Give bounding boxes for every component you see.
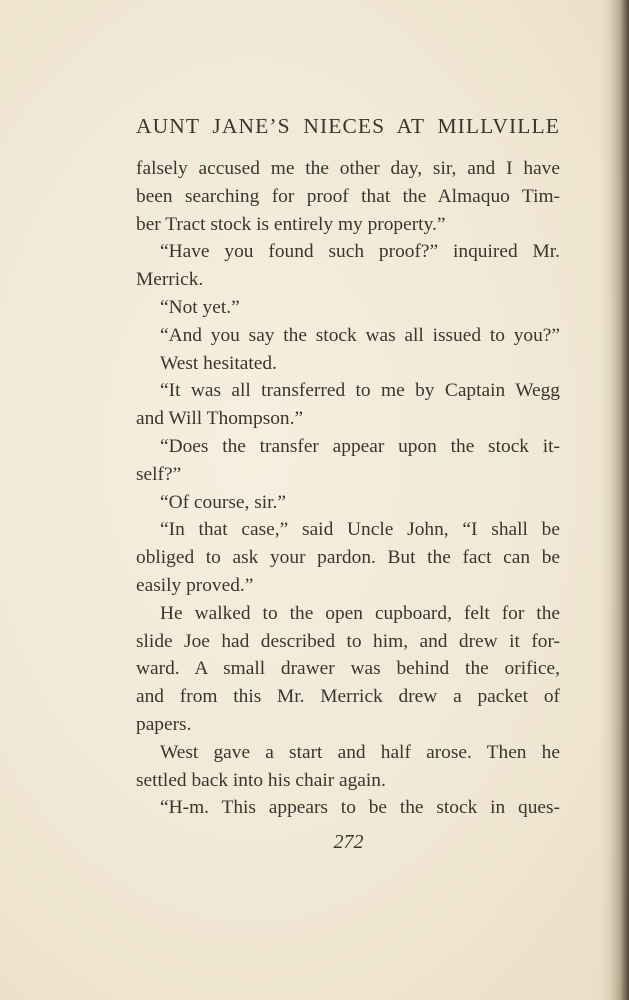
text-line: “And you say the stock was all issued to you?” bbox=[160, 324, 560, 346]
page-number: 272 bbox=[333, 831, 364, 853]
body-text bbox=[136, 155, 560, 822]
text-line: “Not yet.” bbox=[160, 296, 240, 318]
text-line: and Will Thompson.” bbox=[136, 408, 304, 430]
text-line: and from this Mr. Merrick drew a packet of bbox=[136, 686, 560, 708]
text-line: “Have you found such proof?” inquired Mr. bbox=[160, 241, 560, 263]
text-line: ward. A small drawer was behind the orifice, bbox=[136, 658, 560, 680]
text-line: settled back into his chair again. bbox=[136, 769, 386, 791]
text-line: “Of course, sir.” bbox=[160, 491, 286, 513]
running-head: AUNT JANE’S NIECES AT MILLVILLE bbox=[136, 114, 560, 138]
text-line: He walked to the open cupboard, felt for the bbox=[160, 602, 560, 624]
text-line: slide Joe had described to him, and drew it for- bbox=[136, 630, 560, 652]
text-line: West gave a start and half arose. Then he bbox=[160, 741, 560, 763]
text-line: West hesitated. bbox=[160, 352, 277, 374]
text-line: “It was all transferred to me by Captain Wegg bbox=[160, 380, 560, 402]
text-line: “H-m. This appears to be the stock in ques- bbox=[160, 797, 560, 819]
text-line: easily proved.” bbox=[136, 574, 254, 596]
text-line: papers. bbox=[136, 713, 192, 735]
text-line: obliged to ask your pardon. But the fact can be bbox=[136, 547, 560, 569]
text-line: Merrick. bbox=[136, 269, 204, 291]
text-line: been searching for proof that the Almaquo Tim- bbox=[136, 185, 560, 207]
text-line: falsely accused me the other day, sir, and I have bbox=[136, 158, 560, 179]
text-line: “In that case,” said Uncle John, “I shall be bbox=[160, 519, 560, 541]
text-line: self?” bbox=[136, 463, 182, 485]
text-line: ber Tract stock is entirely my property.” bbox=[136, 213, 446, 235]
text-line: “Does the transfer appear upon the stock it- bbox=[160, 435, 560, 457]
